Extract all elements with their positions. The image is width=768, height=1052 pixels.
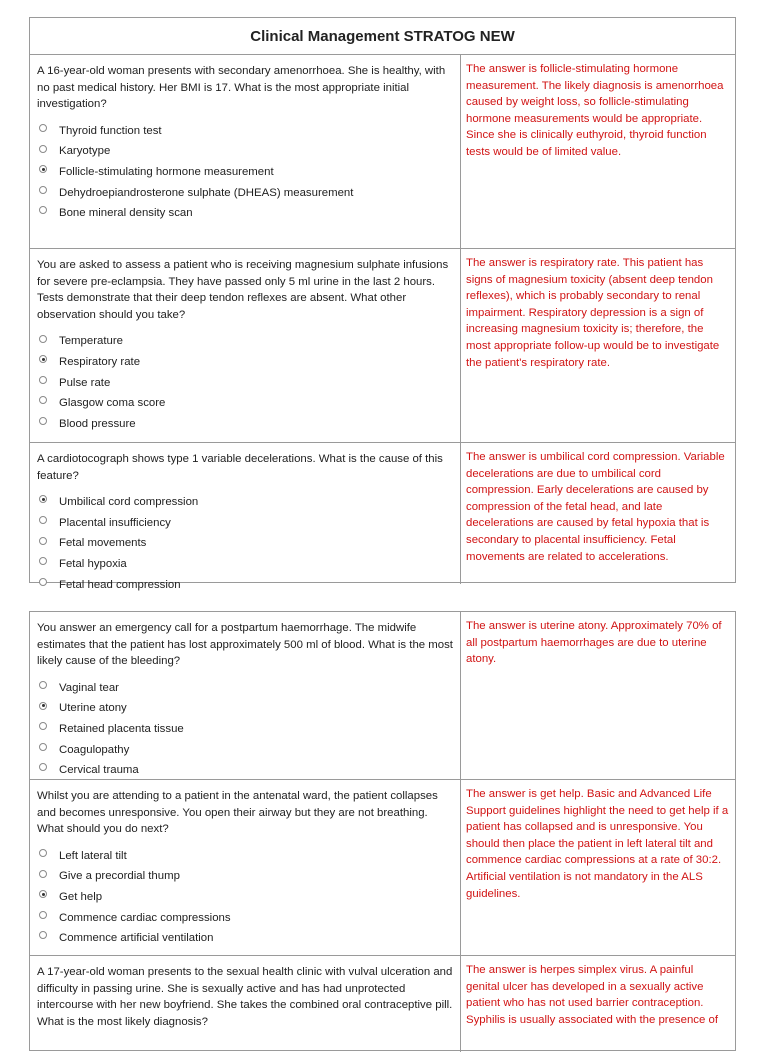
radio-unchecked-icon[interactable]	[39, 376, 47, 384]
option-label: Pulse rate	[59, 376, 111, 389]
answer-explanation: The answer is get help. Basic and Advanced Life Support guidelines highlight the need to get help if a patient has collapsed and is unresponsive. You should then place the patient in left lateral tilt and commence cardiac compressions at a rate of 30:2. Artificial ventilation is not mandatory in the ALS guidelines.	[466, 788, 729, 900]
answer-option[interactable]	[37, 740, 453, 761]
answer-option[interactable]	[37, 141, 453, 162]
question-row	[30, 55, 735, 249]
question-text: A 16-year-old woman presents with secondary amenorrhoea. She is healthy, with no past medical history. Her BMI is 17. What is the most appropriate initial investigation?	[37, 65, 446, 111]
option-label: Blood pressure	[59, 417, 136, 430]
question-text: You answer an emergency call for a postpartum haemorrhage. The midwife estimates that the patient has lost approximately 500 ml of blood. What is the most likely cause of the bleeding?	[37, 622, 453, 668]
option-label: Umbilical cord compression	[59, 496, 199, 509]
answer-option[interactable]	[37, 575, 453, 596]
question-cell	[30, 612, 461, 779]
answer-explanation: The answer is uterine atony. Approximately 70% of all postpartum haemorrhages are due to uterine atony.	[466, 620, 722, 666]
answer-option[interactable]	[37, 203, 453, 224]
question-cell	[30, 780, 461, 955]
answer-option[interactable]	[37, 373, 453, 394]
option-label: Fetal hypoxia	[59, 557, 127, 570]
radio-unchecked-icon[interactable]	[39, 681, 47, 689]
radio-unchecked-icon[interactable]	[39, 396, 47, 404]
radio-unchecked-icon[interactable]	[39, 849, 47, 857]
option-label: Glasgow coma score	[59, 397, 166, 410]
option-label: Vaginal tear	[59, 681, 119, 694]
radio-unchecked-icon[interactable]	[39, 335, 47, 343]
answer-option[interactable]	[37, 928, 453, 949]
answer-option[interactable]	[37, 393, 453, 414]
question-cell	[30, 55, 461, 248]
question-cell	[30, 443, 461, 591]
option-label: Uterine atony	[59, 702, 127, 715]
question-text: A 17-year-old woman presents to the sexual health clinic with vulval ulceration and difficulty in passing urine. She is sexually active and has had unprotected intercourse with her new boyfriend. She takes the combined oral contraceptive pill. What is the most likely diagnosis?	[37, 966, 453, 1028]
question-row	[30, 249, 735, 443]
question-row	[30, 612, 735, 780]
answer-option[interactable]	[37, 719, 453, 740]
option-label: Fetal movements	[59, 537, 147, 550]
option-label: Respiratory rate	[59, 355, 141, 368]
radio-checked-icon[interactable]	[39, 355, 47, 363]
question-block-1	[29, 17, 736, 591]
radio-unchecked-icon[interactable]	[39, 722, 47, 730]
option-label: Thyroid function test	[59, 124, 162, 137]
question-text: Whilst you are attending to a patient in the antenatal ward, the patient collapses and becomes unresponsive. You open their airway but they are not breathing. What should you do next?	[37, 790, 438, 836]
radio-unchecked-icon[interactable]	[39, 206, 47, 214]
answer-option[interactable]	[37, 533, 453, 554]
answer-option[interactable]	[37, 352, 453, 373]
answer-explanation: The answer is umbilical cord compression. Variable decelerations are due to umbilical cord compression. Early decelerations are caused by compression of the fetal head, and late decelerations are caused by fetal hypoxia that is secondary to placental insufficiency. Fetal movements are related to accelerations.	[466, 451, 725, 563]
radio-unchecked-icon[interactable]	[39, 763, 47, 771]
option-label: Commence cardiac compressions	[59, 911, 231, 924]
radio-unchecked-icon[interactable]	[39, 911, 47, 919]
option-label: Temperature	[59, 335, 123, 348]
option-label: Commence artificial ventilation	[59, 932, 214, 945]
radio-unchecked-icon[interactable]	[39, 931, 47, 939]
answer-option[interactable]	[37, 908, 453, 929]
radio-unchecked-icon[interactable]	[39, 743, 47, 751]
option-label: Cervical trauma	[59, 764, 139, 777]
answer-explanation: The answer is follicle-stimulating hormone measurement. The likely diagnosis is amenorrhoea caused by weight loss, so follicle-stimulating hormone measurements would be appropriate. Since she is clinically euthyroid, thyroid function tests would be of limited value.	[466, 63, 724, 158]
question-block-2	[29, 611, 736, 1051]
question-row	[30, 443, 735, 591]
answer-option[interactable]	[37, 121, 453, 142]
answer-option[interactable]	[37, 846, 453, 867]
radio-unchecked-icon[interactable]	[39, 145, 47, 153]
answer-option[interactable]	[37, 678, 453, 699]
answer-option[interactable]	[37, 162, 453, 183]
radio-unchecked-icon[interactable]	[39, 578, 47, 586]
radio-checked-icon[interactable]	[39, 890, 47, 898]
answer-option[interactable]	[37, 866, 453, 887]
question-cell	[30, 249, 461, 442]
options-list	[37, 121, 453, 224]
answer-option[interactable]	[37, 331, 453, 352]
option-label: Left lateral tilt	[59, 849, 127, 862]
options-list	[37, 678, 453, 781]
option-label: Fetal head compression	[59, 578, 181, 591]
radio-unchecked-icon[interactable]	[39, 557, 47, 565]
answer-option[interactable]	[37, 183, 453, 204]
page-title: Clinical Management STRATOG NEW	[30, 18, 735, 55]
question-row	[30, 780, 735, 956]
answer-option[interactable]	[37, 760, 453, 781]
radio-unchecked-icon[interactable]	[39, 186, 47, 194]
option-label: Get help	[59, 890, 103, 903]
option-label: Give a precordial thump	[59, 870, 180, 883]
radio-unchecked-icon[interactable]	[39, 516, 47, 524]
radio-unchecked-icon[interactable]	[39, 417, 47, 425]
question-cell	[30, 956, 461, 1052]
option-label: Coagulopathy	[59, 743, 130, 756]
radio-unchecked-icon[interactable]	[39, 537, 47, 545]
question-text: You are asked to assess a patient who is receiving magnesium sulphate infusions for severe pre-eclampsia. They have passed only 5 ml urine in the last 2 hours. Tests demonstrate that their deep tendon reflexes are absent. What other observation should you take?	[37, 259, 449, 321]
option-label: Dehydroepiandrosterone sulphate (DHEAS) measurement	[59, 186, 354, 199]
answer-option[interactable]	[37, 492, 453, 513]
answer-option[interactable]	[37, 414, 453, 435]
options-list	[37, 846, 453, 949]
options-list	[37, 492, 453, 595]
radio-checked-icon[interactable]	[39, 165, 47, 173]
question-text: A cardiotocograph shows type 1 variable decelerations. What is the cause of this feature?	[37, 453, 443, 482]
option-label: Follicle-stimulating hormone measurement	[59, 165, 274, 178]
answer-option[interactable]	[37, 554, 453, 575]
answer-explanation: The answer is herpes simplex virus. A painful genital ulcer has developed in a sexually active patient who has not used barrier contraception. Syphilis is usually associated with the presence of	[466, 964, 718, 1026]
options-list	[37, 331, 453, 434]
option-label: Bone mineral density scan	[59, 207, 193, 220]
answer-option[interactable]	[37, 698, 453, 719]
option-label: Placental insufficiency	[59, 516, 171, 529]
answer-option[interactable]	[37, 513, 453, 534]
answer-explanation: The answer is respiratory rate. This patient has signs of magnesium toxicity (absent deep tendon reflexes), which is probably secondary to renal impairment. Respiratory depression is a sign of increasing magnesium toxicity is; therefore, the most appropriate follow-up would be to investigate the patient's respiratory rate.	[466, 257, 720, 369]
option-label: Retained placenta tissue	[59, 722, 184, 735]
option-label: Karyotype	[59, 145, 111, 158]
question-row	[30, 956, 735, 1052]
radio-unchecked-icon[interactable]	[39, 870, 47, 878]
radio-unchecked-icon[interactable]	[39, 124, 47, 132]
radio-checked-icon[interactable]	[39, 495, 47, 503]
answer-option[interactable]	[37, 887, 453, 908]
radio-checked-icon[interactable]	[39, 702, 47, 710]
